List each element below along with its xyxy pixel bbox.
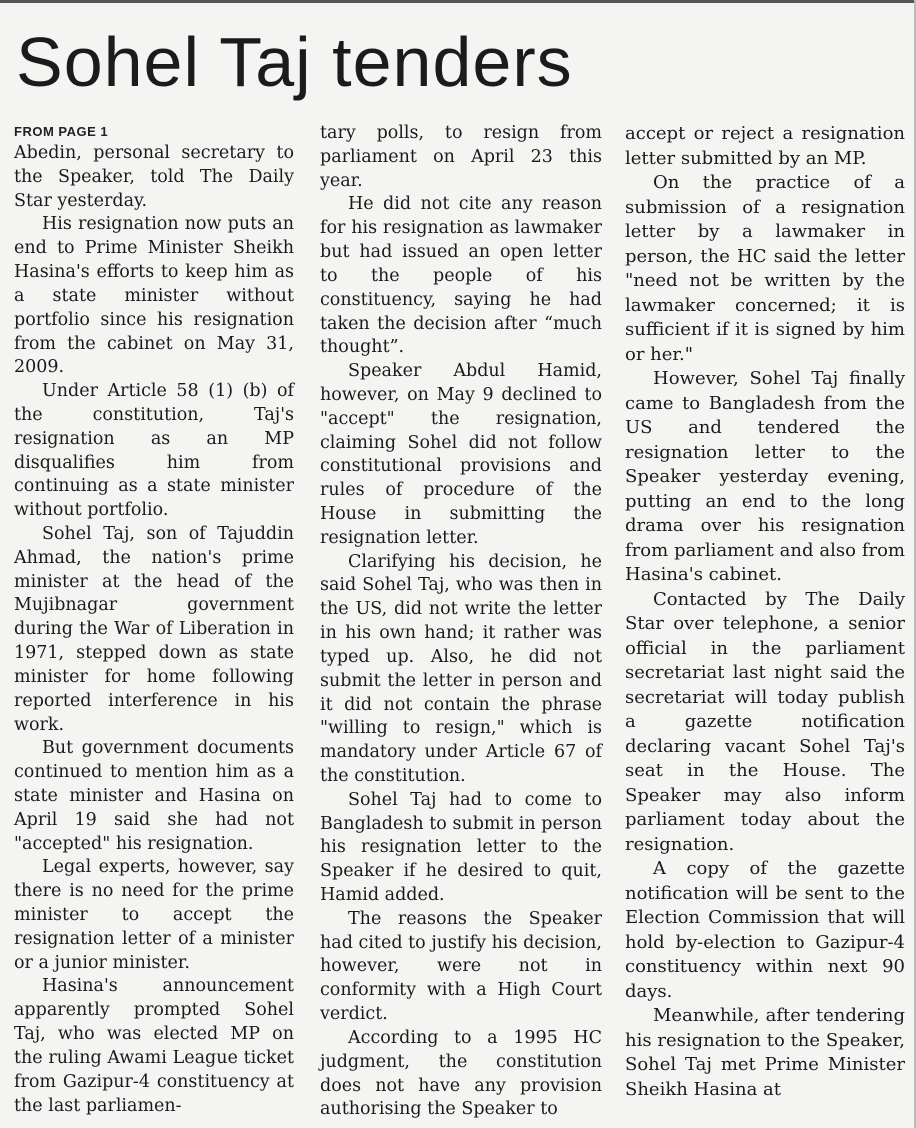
article-column-3	[625, 122, 905, 1102]
top-rule	[0, 0, 916, 3]
paragraph: He did not cite any reason for his resignation as lawmaker but had issued an open letter to the people of his constituency, saying he had taken the decision after “much thought”.	[320, 194, 602, 358]
headline: Sohel Taj tenders	[16, 23, 573, 101]
paragraph: On the practice of a submission of a resignation letter by a lawmaker in person, the HC said the letter "need not be written by the lawmaker concerned; it is sufficient if it is signed by him or her."	[625, 172, 905, 365]
paragraph: Speaker Abdul Hamid, however, on May 9 declined to "accept" the resignation, claiming Sohel did not follow constitutional provisions and rules of procedure of the House in submitting the resignation letter.	[320, 361, 602, 548]
paragraph: According to a 1995 HC judgment, the constitution does not have any provision authorising the Speaker to	[320, 1027, 602, 1120]
paragraph: His resignation now puts an end to Prime Minister Sheikh Hasina's efforts to keep him as a state minister without portfolio since his resignation from the cabinet on May 31, 2009.	[14, 214, 294, 378]
paragraph: Sohel Taj had to come to Bangladesh to submit in person his resignation letter to the Speaker if he desired to quit, Hamid added.	[320, 789, 602, 905]
paragraph: A copy of the gazette notification will be sent to the Election Commission that will hold by-election to Gazipur-4 constituency within next 90 days.	[625, 858, 905, 1002]
paragraph: Under Article 58 (1) (b) of the constitution, Taj's resignation as an MP disqualifies him from continuing as a state minister without portfolio.	[14, 381, 294, 521]
paragraph: Contacted by The Daily Star over telephone, a senior official in the parliament secretariat last night said the secretariat will today publish a gazette notification declaring vacant Sohel Taj's seat in the House. The Speaker may also inform parliament today about the resignation.	[625, 588, 905, 855]
paragraph: Meanwhile, after tendering his resignation to the Speaker, Sohel Taj met Prime Minister Sheikh Hasina at	[625, 1005, 905, 1100]
paragraph: Legal experts, however, say there is no need for the prime minister to accept the resignation letter of a minister or a junior minister.	[14, 857, 294, 973]
paragraph: accept or reject a resignation letter submitted by an MP.	[625, 123, 905, 169]
article-column-1	[14, 122, 294, 1118]
paragraph: Sohel Taj, son of Tajuddin Ahmad, the nation's prime minister at the head of the Mujibnagar government during the War of Liberation in 1971, stepped down as state minister for home following reported interference in his work.	[14, 524, 294, 735]
paragraph: However, Sohel Taj finally came to Bangladesh from the US and tendered the resignation letter to the Speaker yesterday evening, putting an end to the long drama over his resignation from parliament and also from Hasina's cabinet.	[625, 368, 905, 585]
paragraph: Clarifying his decision, he said Sohel Taj, who was then in the US, did not write the letter in his own hand; it rather was typed up. Also, he did not submit the letter in person and it did not contain the phrase "willing to resign," which is mandatory under Article 67 of the constitution.	[320, 551, 602, 786]
paragraph: Hasina's announcement apparently prompted Sohel Taj, who was elected MP on the ruling Awami League ticket from Gazipur-4 constituency at the last parliamen-	[14, 976, 294, 1116]
continuation-kicker: FROM PAGE 1	[14, 124, 109, 139]
paragraph: The reasons the Speaker had cited to justify his decision, however, were not in conformity with a High Court verdict.	[320, 908, 602, 1025]
article-column-2	[320, 122, 602, 1122]
paragraph: But government documents continued to mention him as a state minister and Hasina on April 19 said she had not "accepted" his resignation.	[14, 738, 294, 854]
paragraph: tary polls, to resign from parliament on April 23 this year.	[320, 123, 602, 191]
paragraph: Abedin, personal secretary to the Speaker, told The Daily Star yesterday.	[14, 143, 294, 211]
